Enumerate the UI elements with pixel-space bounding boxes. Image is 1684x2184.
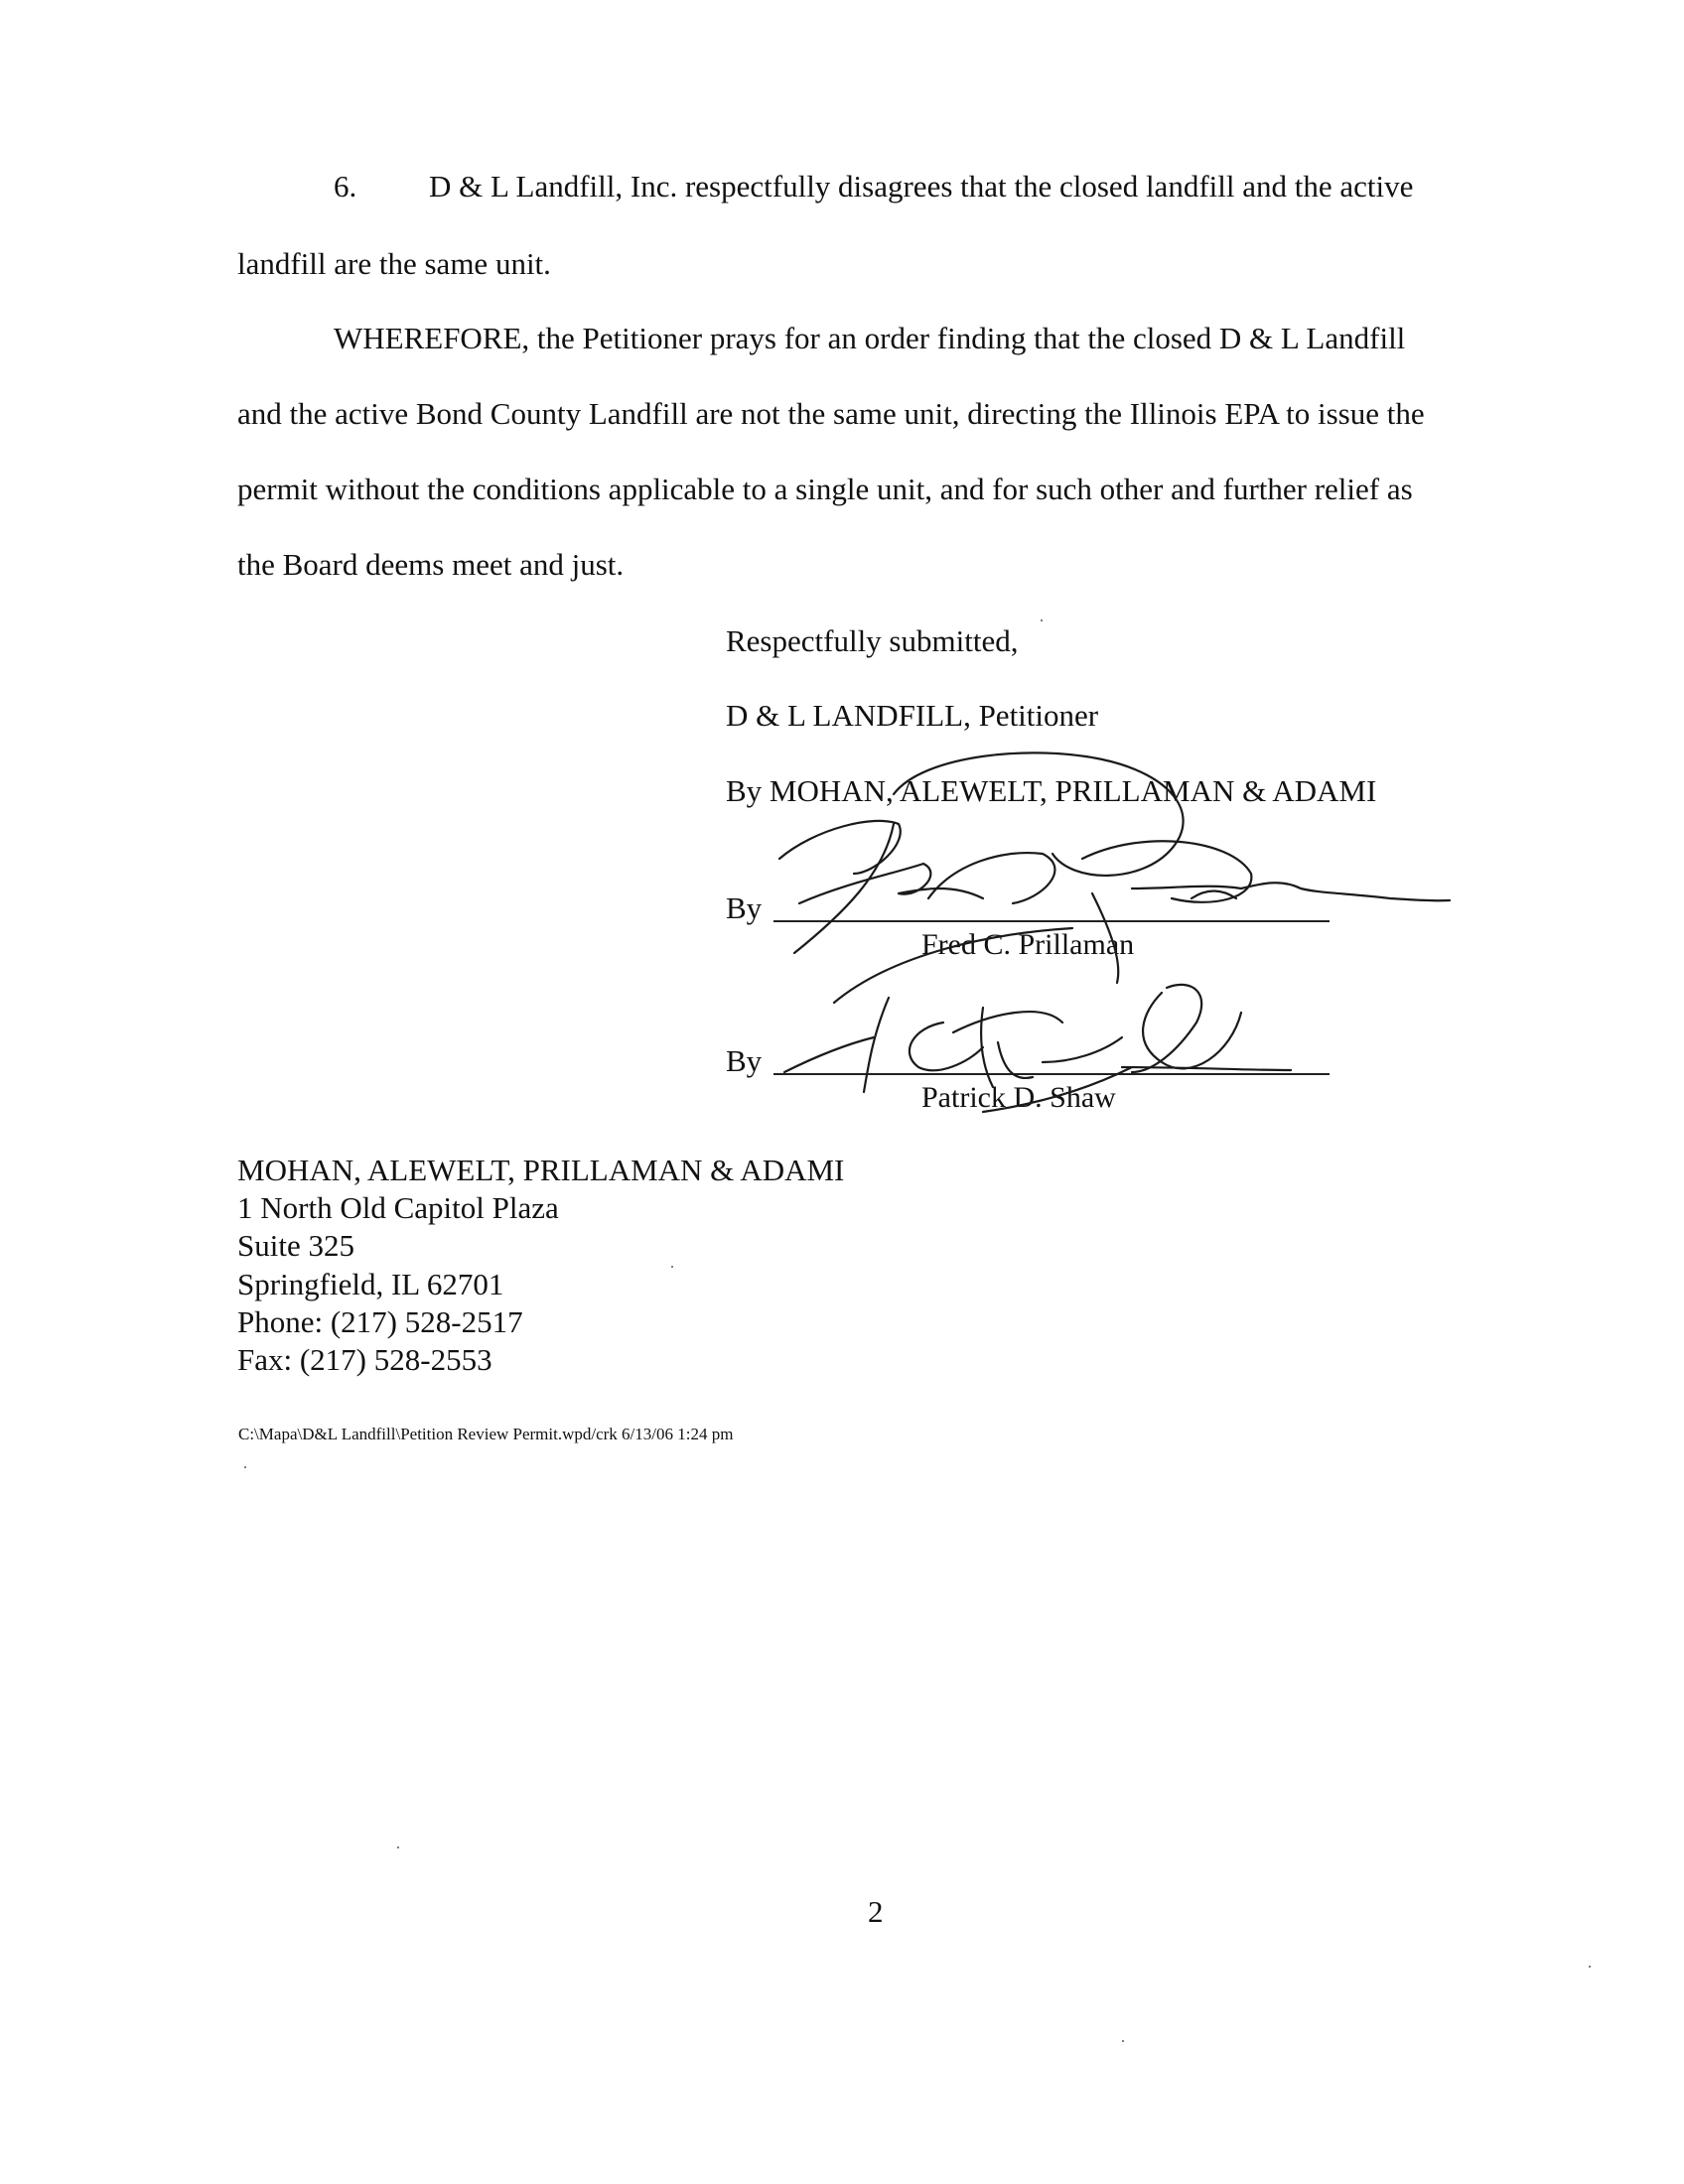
scan-speck bbox=[671, 1266, 673, 1268]
party-name: D & L LANDFILL, Petitioner bbox=[726, 698, 1099, 733]
by-label-2: By bbox=[726, 1043, 763, 1078]
by-label-1: By bbox=[726, 890, 763, 925]
paragraph-6-line-2: landfill are the same unit. bbox=[237, 246, 551, 281]
address-suite: Suite 325 bbox=[237, 1228, 354, 1263]
wherefore-line-4: the Board deems meet and just. bbox=[237, 547, 625, 582]
wherefore-line-2: and the active Bond County Landfill are not the same unit, directing the Illinois EPA to issue the bbox=[237, 396, 1425, 431]
wherefore-line-3: permit without the conditions applicable to a single unit, and for such other and further relief as bbox=[237, 472, 1413, 506]
scan-speck bbox=[244, 1466, 246, 1468]
paragraph-number: 6. bbox=[334, 169, 357, 204]
address-street: 1 North Old Capitol Plaza bbox=[237, 1190, 559, 1225]
address-city: Springfield, IL 62701 bbox=[237, 1267, 504, 1301]
page-number: 2 bbox=[868, 1894, 884, 1929]
scan-speck bbox=[397, 1846, 399, 1848]
scan-speck bbox=[1589, 1966, 1591, 1968]
scan-speck bbox=[1041, 619, 1043, 621]
closing-text: Respectfully submitted, bbox=[726, 623, 1019, 658]
signature-rule-1 bbox=[773, 920, 1330, 922]
signer-2-name: Patrick D. Shaw bbox=[921, 1081, 1116, 1114]
scan-speck bbox=[1122, 2040, 1124, 2042]
file-path-footer: C:\Mapa\D&L Landfill\Petition Review Permit.wpd/crk 6/13/06 1:24 pm bbox=[238, 1425, 734, 1443]
signer-1-name: Fred C. Prillaman bbox=[921, 928, 1135, 961]
address-fax: Fax: (217) 528-2553 bbox=[237, 1342, 492, 1377]
address-firm: MOHAN, ALEWELT, PRILLAMAN & ADAMI bbox=[237, 1153, 845, 1187]
wherefore-line-1: WHEREFORE, the Petitioner prays for an order finding that the closed D & L Landfill bbox=[334, 321, 1406, 355]
signature-rule-2 bbox=[773, 1073, 1330, 1075]
address-phone: Phone: (217) 528-2517 bbox=[237, 1304, 523, 1339]
firm-line: By MOHAN, ALEWELT, PRILLAMAN & ADAMI bbox=[726, 773, 1377, 808]
paragraph-6-line-1: D & L Landfill, Inc. respectfully disagrees that the closed landfill and the active bbox=[429, 169, 1414, 204]
